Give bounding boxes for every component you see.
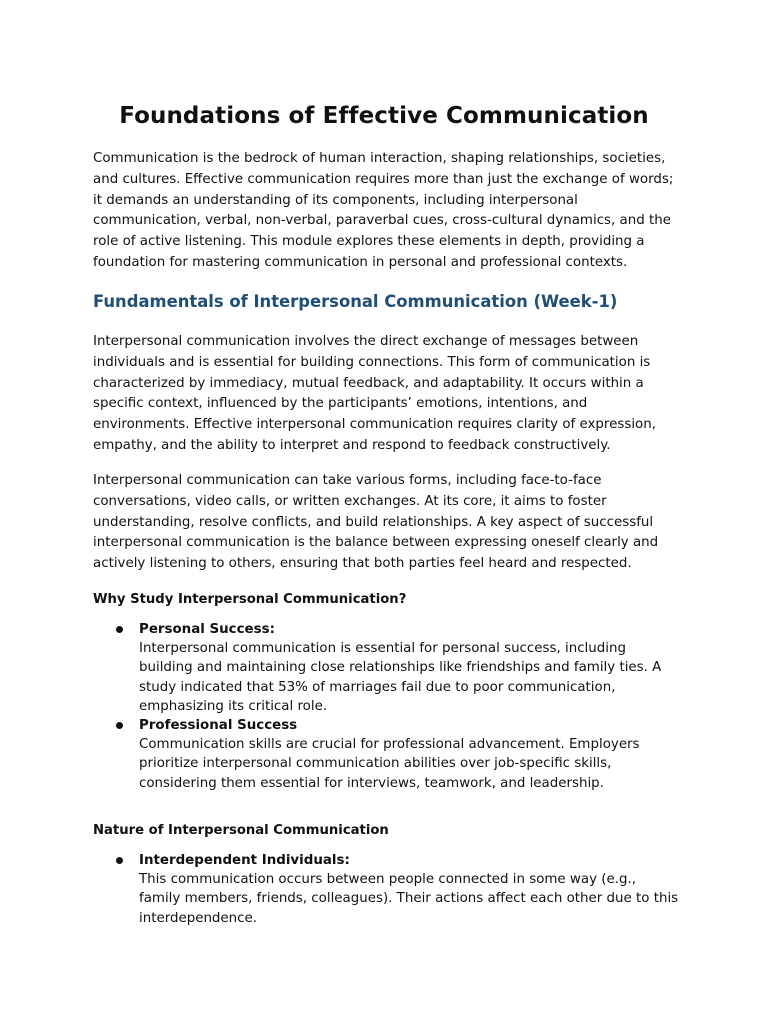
- list-item-line: Communication skills are crucial for professional advancement. Employers: [139, 737, 640, 753]
- bullet-dot-icon: [116, 722, 123, 729]
- list-item: [93, 716, 683, 793]
- list-item-title: Personal Success:: [139, 622, 275, 637]
- why-study-heading: Why Study Interpersonal Communication?: [93, 592, 407, 607]
- list-item-line: Interpersonal communication is essential for personal success, including: [139, 641, 626, 657]
- paragraph-line: environments. Effective interpersonal communication requires clarity of expression,: [93, 417, 656, 433]
- bullet-dot-icon: [116, 626, 123, 633]
- paragraph-line: specific context, influenced by the participants’ emotions, intentions, and: [93, 396, 588, 412]
- intro-line: role of active listening. This module explores these elements in depth, providing a: [93, 234, 645, 250]
- list-item-title: Professional Success: [139, 718, 298, 734]
- nature-heading: Nature of Interpersonal Communication: [93, 823, 389, 838]
- list-item-line: prioritize interpersonal communication abilities over job-specific skills,: [139, 756, 612, 772]
- paragraph-line: individuals and is essential for building connections. This form of communication is: [93, 354, 651, 370]
- intro-paragraph: [93, 149, 683, 274]
- paragraph-line: interpersonal communication is the balance between expressing oneself clearly and: [93, 535, 659, 551]
- list-item: [93, 851, 683, 928]
- nature-list: [93, 851, 683, 928]
- paragraph-line: Interpersonal communication can take various forms, including face-to-face: [93, 473, 602, 488]
- paragraph-line: Interpersonal communication involves the direct exchange of messages between: [93, 334, 639, 349]
- list-item: [93, 620, 683, 716]
- list-item-title: Interdependent Individuals:: [139, 853, 350, 868]
- list-item-line: considering them essential for interviews, teamwork, and leadership.: [139, 775, 604, 791]
- paragraph-line: empathy, and the ability to interpret and respond to feedback constructively.: [93, 437, 611, 453]
- fundamentals-paragraph-2: [93, 471, 683, 575]
- bullet-dot-icon: [116, 857, 123, 864]
- list-item-line: emphasizing its critical role.: [139, 698, 328, 714]
- page-title: Foundations of Effective Communication: [119, 103, 649, 129]
- intro-line: communication, verbal, non-verbal, paraverbal cues, cross-cultural dynamics, and the: [93, 213, 671, 229]
- paragraph-line: characterized by immediacy, mutual feedback, and adaptability. It occurs within a: [93, 375, 644, 391]
- intro-line: foundation for mastering communication in personal and professional contexts.: [93, 254, 628, 270]
- paragraph-line: understanding, resolve conflicts, and build relationships. A key aspect of successful: [93, 514, 654, 530]
- intro-line: Communication is the bedrock of human interaction, shaping relationships, societies,: [93, 151, 666, 166]
- list-item-line: study indicated that 53% of marriages fail due to poor communication,: [139, 679, 616, 695]
- list-item-line: This communication occurs between people connected in some way (e.g.,: [139, 872, 636, 888]
- list-item-line: interdependence.: [139, 910, 258, 926]
- list-item-line: building and maintaining close relationships like friendships and family ties. A: [139, 660, 662, 676]
- paragraph-line: actively listening to others, ensuring that both parties feel heard and respected.: [93, 556, 632, 572]
- section-heading-fundamentals: Fundamentals of Interpersonal Communication (Week-1): [93, 292, 618, 311]
- paragraph-line: conversations, video calls, or written exchanges. At its core, it aims to foster: [93, 493, 607, 509]
- intro-line: and cultures. Effective communication requires more than just the exchange of words;: [93, 171, 674, 187]
- why-study-list: [93, 620, 683, 793]
- list-item-line: family members, friends, colleagues). Their actions affect each other due to this: [139, 891, 679, 907]
- fundamentals-paragraph-1: [93, 332, 683, 457]
- intro-line: it demands an understanding of its components, including interpersonal: [93, 192, 578, 208]
